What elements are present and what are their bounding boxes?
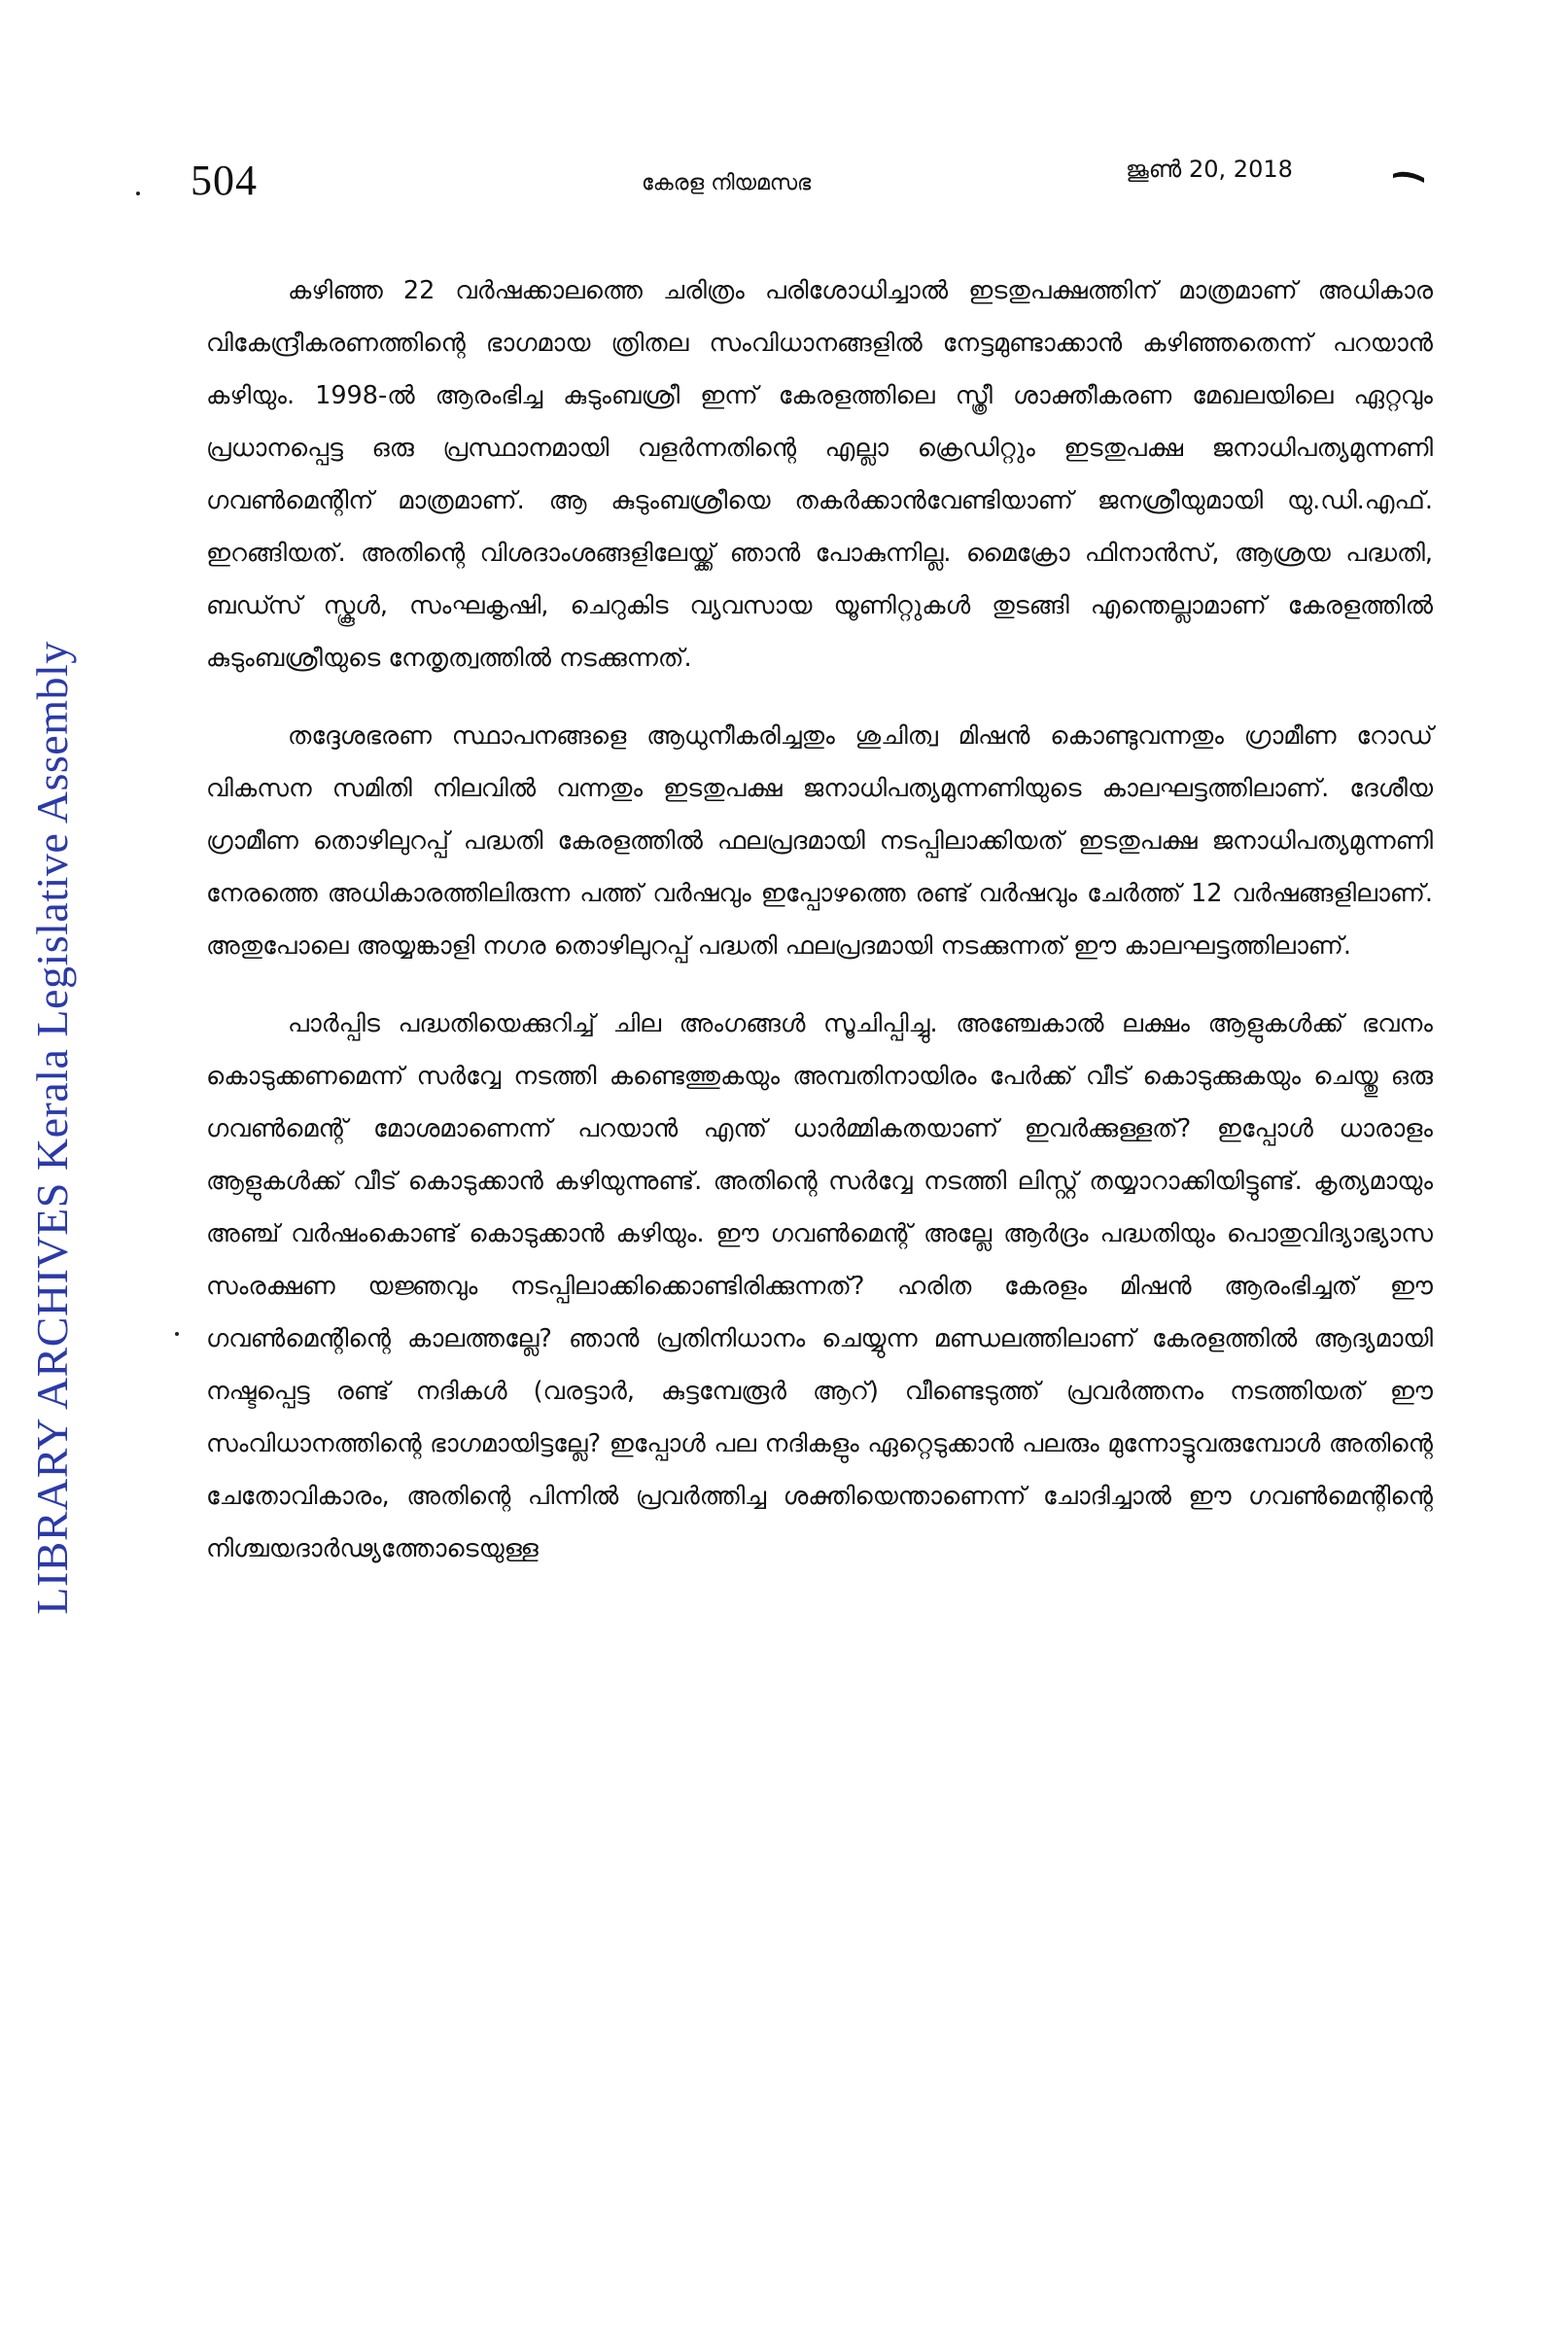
- paragraph: കഴിഞ്ഞ 22 വർഷക്കാലത്തെ ചരിത്രം പരിശോധിച്ചാൽ ഇടതുപക്ഷത്തിന് മാത്രമാണ് അധികാര വികേന്ദ്രീകരണത്തിന്റെ ഭാഗമായ ത്രിതല സംവിധാനങ്ങളിൽ നേട്ടമുണ്ടാക്കാൻ കഴിഞ്ഞതെന്ന് പറയാൻ കഴിയും. 1998-ൽ ആരംഭിച്ച കുടുംബശ്രീ ഇന്ന് കേരളത്തിലെ സ്ത്രീ ശാക്തീകരണ മേഖലയിലെ ഏറ്റവും പ്രധാനപ്പെട്ട ഒരു പ്രസ്ഥാനമായി വളർന്നതിന്റെ എല്ലാ ക്രെഡിറ്റും ഇടതുപക്ഷ ജനാധിപത്യമുന്നണി ഗവൺമെന്റിന് മാത്രമാണ്. ആ കുടുംബശ്രീയെ തകർക്കാൻവേണ്ടിയാണ് ജനശ്രീയുമായി യു.ഡി.എഫ്. ഇറങ്ങിയത്. അതിന്റെ വിശദാംശങ്ങളിലേയ്ക്ക് ഞാൻ പോകുന്നില്ല. മൈക്രോ ഫിനാൻസ്, ആശ്രയ പദ്ധതി, ബഡ്സ് സ്കൂൾ, സംഘകൃഷി, ചെറുകിട വ്യവസായ യൂണിറ്റുകൾ തുടങ്ങി എന്തെല്ലാമാണ് കേരളത്തിൽ കുടുംബശ്രീയുടെ നേതൃത്വത്തിൽ നടക്കുന്നത്.: [206, 276, 1433, 673]
- scan-speck: [175, 1332, 179, 1336]
- paragraph: പാർപ്പിട പദ്ധതിയെക്കുറിച്ച് ചില അംഗങ്ങൾ സൂചിപ്പിച്ചു. അഞ്ചേകാൽ ലക്ഷം ആളുകൾക്ക് ഭവനം കൊടുക്കണമെന്ന് സർവ്വേ നടത്തി കണ്ടെത്തുകയും അമ്പതിനായിരം പേർക്ക് വീട് കൊടുക്കുകയും ചെയ്തു ഒരു ഗവൺമെന്റ് മോശമാണെന്ന് പറയാൻ എന്ത് ധാർമ്മികതയാണ് ഇവർക്കുള്ളത്? ഇപ്പോൾ ധാരാളം ആളുകൾക്ക് വീട് കൊടുക്കാൻ കഴിയുന്നുണ്ട്. അതിന്റെ സർവ്വേ നടത്തി ലിസ്റ്റ് തയ്യാറാക്കിയിട്ടുണ്ട്. കൃത്യമായും അഞ്ച് വർഷംകൊണ്ട് കൊടുക്കാൻ കഴിയും. ഈ ഗവൺമെന്റ് അല്ലേ ആർദ്രം പദ്ധതിയും പൊതുവിദ്യാഭ്യാസ സംരക്ഷണ യജ്ഞവും നടപ്പിലാക്കിക്കൊണ്ടിരിക്കുന്നത്? ഹരിത കേരളം മിഷൻ ആരംഭിച്ചത് ഈ ഗവൺമെന്റിന്റെ കാലത്തല്ലേ? ഞാൻ പ്രതിനിധാനം ചെയ്യുന്ന മണ്ഡലത്തിലാണ് കേരളത്തിൽ ആദ്യമായി നഷ്ടപ്പെട്ട രണ്ട് നദികൾ (വരട്ടാർ, കുട്ടമ്പേരൂർ ആറ്) വീണ്ടെടുത്ത് പ്രവർത്തനം നടത്തിയത് ഈ സംവിധാനത്തിന്റെ ഭാഗമായിട്ടല്ലേ? ഇപ്പോൾ പല നദികളും ഏറ്റെടുക്കാൻ പലരും മുന്നോട്ടുവരുമ്പോൾ അതിന്റെ ചേതോവികാരം, അതിന്റെ പിന്നിൽ പ്രവർത്തിച്ച ശക്തിയെന്താണെന്ന് ചോദിച്ചാൽ ഈ ഗവൺമെന്റിന്റെ നിശ്ചയദാർഢ്യത്തോടെയുള്ള: [206, 1009, 1433, 1563]
- archive-side-stamp: LIBRARY ARCHIVES Kerala Legislative Assembly: [27, 641, 77, 1615]
- page-date: ജൂൺ 20, 2018: [1126, 156, 1293, 183]
- page-number: 504: [191, 157, 258, 204]
- corner-scan-mark: [1392, 165, 1425, 187]
- scan-speck: [136, 192, 140, 195]
- document-body: [206, 264, 1433, 1575]
- running-title: കേരള നിയമസഭ: [642, 171, 812, 195]
- paragraph: തദ്ദേശഭരണ സ്ഥാപനങ്ങളെ ആധുനീകരിച്ചതും ശുചിത്വ മിഷൻ കൊണ്ടുവന്നതും ഗ്രാമീണ റോഡ് വികസന സമിതി നിലവിൽ വന്നതും ഇടതുപക്ഷ ജനാധിപത്യമുന്നണിയുടെ കാലഘട്ടത്തിലാണ്. ദേശീയ ഗ്രാമീണ തൊഴിലുറപ്പ് പദ്ധതി കേരളത്തിൽ ഫലപ്രദമായി നടപ്പിലാക്കിയത് ഇടതുപക്ഷ ജനാധിപത്യമുന്നണി നേരത്തെ അധികാരത്തിലിരുന്ന പത്ത് വർഷവും ഇപ്പോഴത്തെ രണ്ട് വർഷവും ചേർത്ത് 12 വർഷങ്ങളിലാണ്. അതുപോലെ അയ്യങ്കാളി നഗര തൊഴിലുറപ്പ് പദ്ധതി ഫലപ്രദമായി നടക്കുന്നത് ഈ കാലഘട്ടത്തിലാണ്.: [206, 721, 1433, 961]
